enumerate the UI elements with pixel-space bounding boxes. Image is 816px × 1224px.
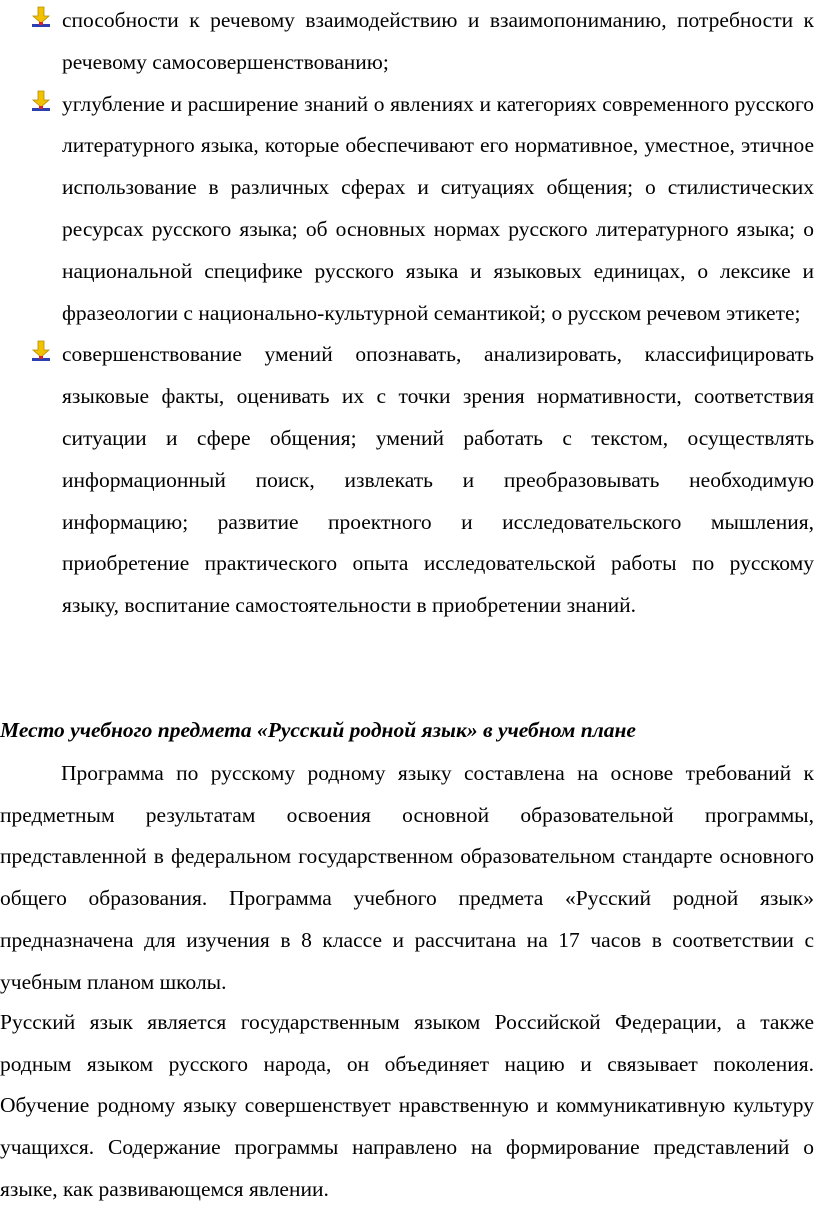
list-item-text: углубление и расширение знаний о явлениях и категориях современного русского литературного языка, которые обеспечивают его нормативное, уместное, этичное использование в различных сферах и ситуациях общения; о стилистических ресурсах русского языка; об основных нормах русского литературного языка; о национальной специфике русского языка и языковых единицах, о лексике и фразеологии с национально-культурной семантикой; о русском речевом этикете; (62, 91, 814, 325)
list-item-text: способности к речевому взаимодействию и взаимопониманию, потребности к речевому самосовершенствованию; (62, 8, 814, 74)
bullet-arrow-icon (30, 6, 52, 28)
paragraph: Программа по русскому родному языку составлена на основе требований к предметным результатам освоения основной образовательной программы, представленной в федеральном государственном образовательном стандарте основного общего образования. Программа учебного предмета «Русский родной язык» предназначена для изучения в 8 классе и рассчитана на 17 часов в соответствии с учебным планом школы. (0, 761, 814, 994)
bullet-arrow-icon (30, 340, 52, 362)
paragraph: Русский язык является государственным языком Российской Федерации, а также родным языком русского народа, он объединяет нацию и связывает поколения. Обучение родному языку совершенствует нравственную и коммуникативную культуру учащихся. Содержание программы направлено на формирование представлений о языке, как развивающемся явлении. (0, 1010, 814, 1201)
section-heading: Место учебного предмета «Русский родной язык» в учебном плане (0, 718, 636, 742)
list-item-text: совершенствование умений опознавать, анализировать, классифицировать языковые факты, оценивать их с точки зрения нормативности, соответствия ситуации и сфере общения; умений работать с текстом, осуществлять информационный поиск, извлекать и преобразовывать необходимую информацию; развитие проектного и исследовательского мышления, приобретение практического опыта исследовательской работы по русскому языку, воспитание самостоятельности в приобретении знаний. (62, 342, 814, 618)
list-item (0, 84, 816, 335)
list-item (0, 0, 816, 84)
bullet-arrow-icon (30, 90, 52, 112)
list-item (0, 334, 816, 627)
